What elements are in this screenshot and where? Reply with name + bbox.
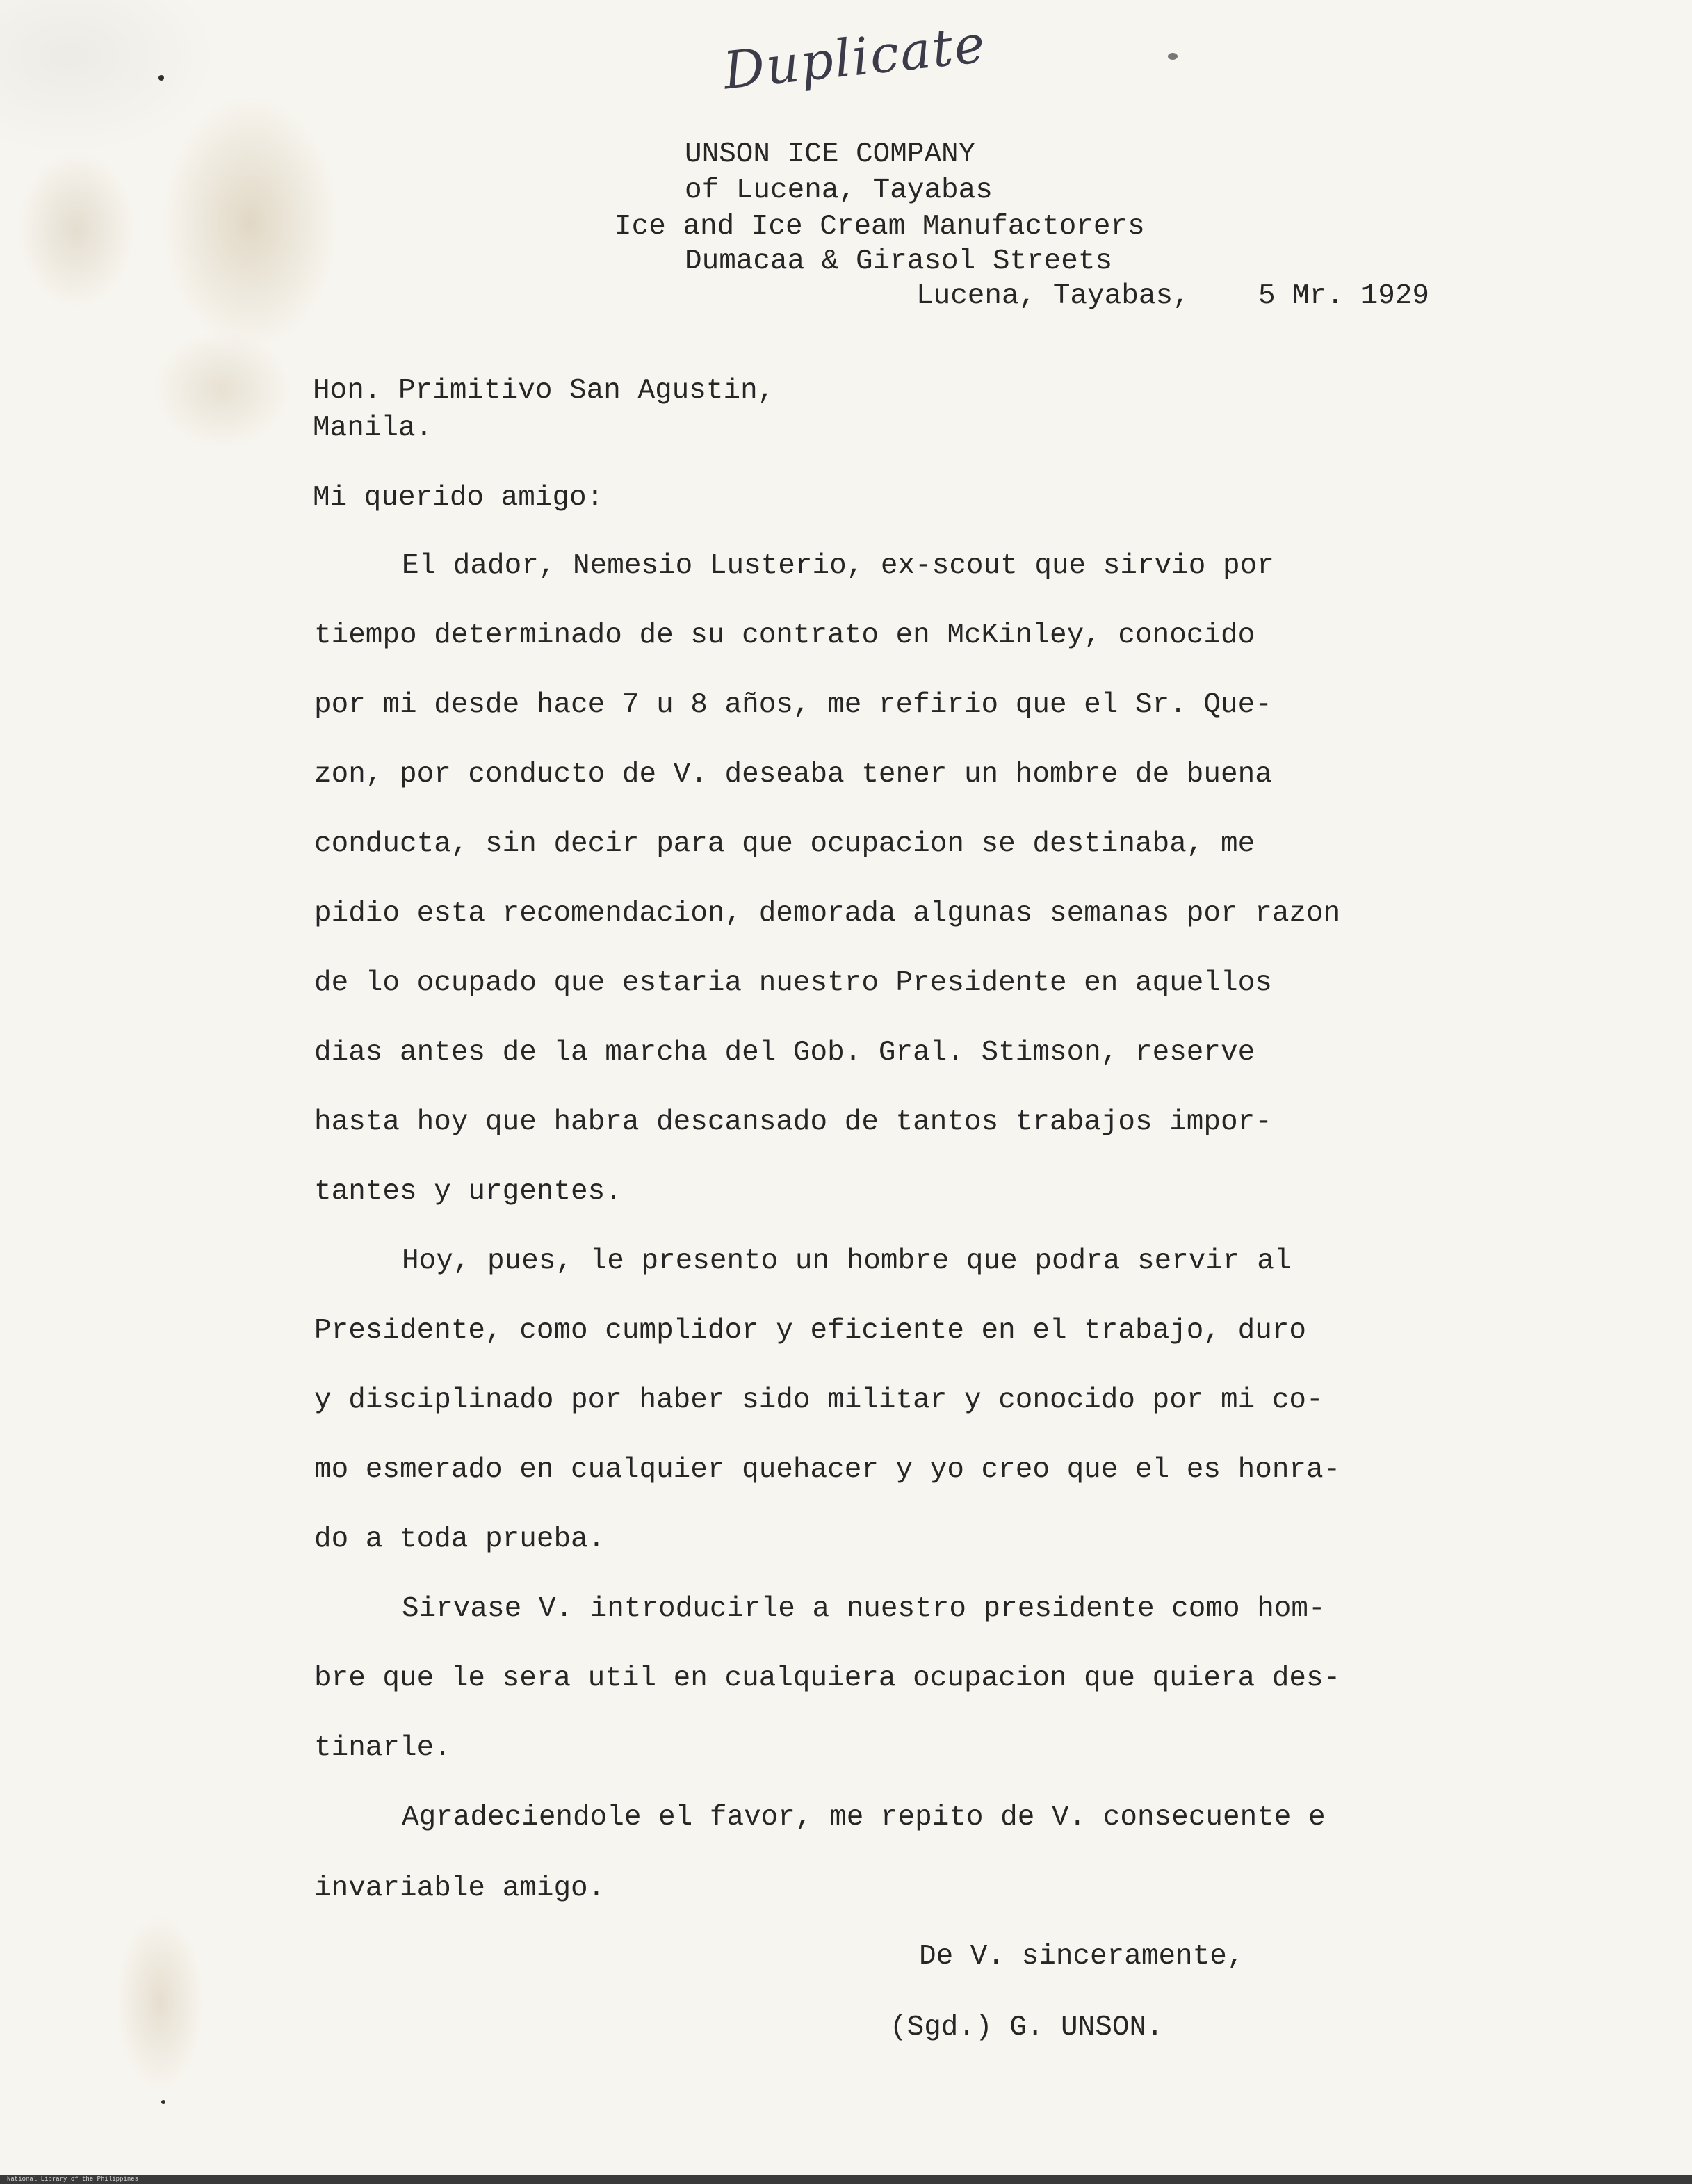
- body-line: Sirvase V. introducirle a nuestro presidente como hom-: [402, 1593, 1326, 1625]
- body-line: Presidente, como cumplidor y eficiente en el trabajo, duro: [314, 1315, 1307, 1347]
- body-line: zon, por conducto de V. deseaba tener un hombre de buena: [314, 759, 1272, 791]
- body-line: invariable amigo.: [314, 1872, 605, 1904]
- signature: (Sgd.) G. UNSON.: [890, 2012, 1164, 2044]
- body-line: tiempo determinado de su contrato en McKinley, conocido: [314, 620, 1255, 652]
- duplicate-annotation: Duplicate: [720, 14, 989, 102]
- scan-footer-text: National Library of the Philippines: [7, 2176, 139, 2183]
- body-line: dias antes de la marcha del Gob. Gral. Stimson, reserve: [314, 1037, 1255, 1069]
- body-line: conducta, sin decir para que ocupacion se destinaba, me: [314, 828, 1255, 860]
- recipient-city: Manila.: [313, 412, 433, 444]
- body-line: El dador, Nemesio Lusterio, ex-scout que sirvio por: [402, 550, 1274, 582]
- letterhead-location: of Lucena, Tayabas: [685, 175, 993, 207]
- body-line: bre que le sera util en cualquiera ocupacion que quiera des-: [314, 1663, 1341, 1694]
- body-line: tinarle.: [314, 1732, 451, 1764]
- ink-speck: [158, 75, 164, 81]
- ink-speck: [161, 2100, 165, 2104]
- body-line: de lo ocupado que estaria nuestro Presidente en aquellos: [314, 967, 1272, 999]
- letterhead-company: UNSON ICE COMPANY: [685, 138, 976, 170]
- salutation: Mi querido amigo:: [313, 482, 604, 514]
- ink-speck: [1168, 53, 1178, 60]
- body-line: y disciplinado por haber sido militar y conocido por mi co-: [314, 1384, 1324, 1416]
- letterhead-address: Dumacaa & Girasol Streets: [685, 245, 1113, 277]
- letterhead-city: Lucena, Tayabas,: [916, 280, 1190, 312]
- body-line: por mi desde hace 7 u 8 años, me refirio que el Sr. Que-: [314, 689, 1272, 721]
- scan-footer-strip: [0, 2175, 1692, 2184]
- body-line: Agradeciendole el favor, me repito de V. consecuente e: [402, 1802, 1326, 1834]
- body-line: tantes y urgentes.: [314, 1176, 622, 1208]
- body-line: Hoy, pues, le presento un hombre que podra servir al: [402, 1245, 1292, 1277]
- body-line: do a toda prueba.: [314, 1523, 605, 1555]
- body-line: mo esmerado en cualquier quehacer y yo creo que el es honra-: [314, 1454, 1341, 1486]
- letter-date: 5 Mr. 1929: [1258, 280, 1430, 312]
- closing: De V. sinceramente,: [919, 1941, 1244, 1973]
- body-line: pidio esta recomendacion, demorada algunas semanas por razon: [314, 898, 1341, 930]
- body-line: hasta hoy que habra descansado de tantos trabajos impor-: [314, 1106, 1272, 1138]
- letterhead-business: Ice and Ice Cream Manufactorers: [615, 211, 1145, 243]
- recipient-name: Hon. Primitivo San Agustin,: [313, 375, 775, 407]
